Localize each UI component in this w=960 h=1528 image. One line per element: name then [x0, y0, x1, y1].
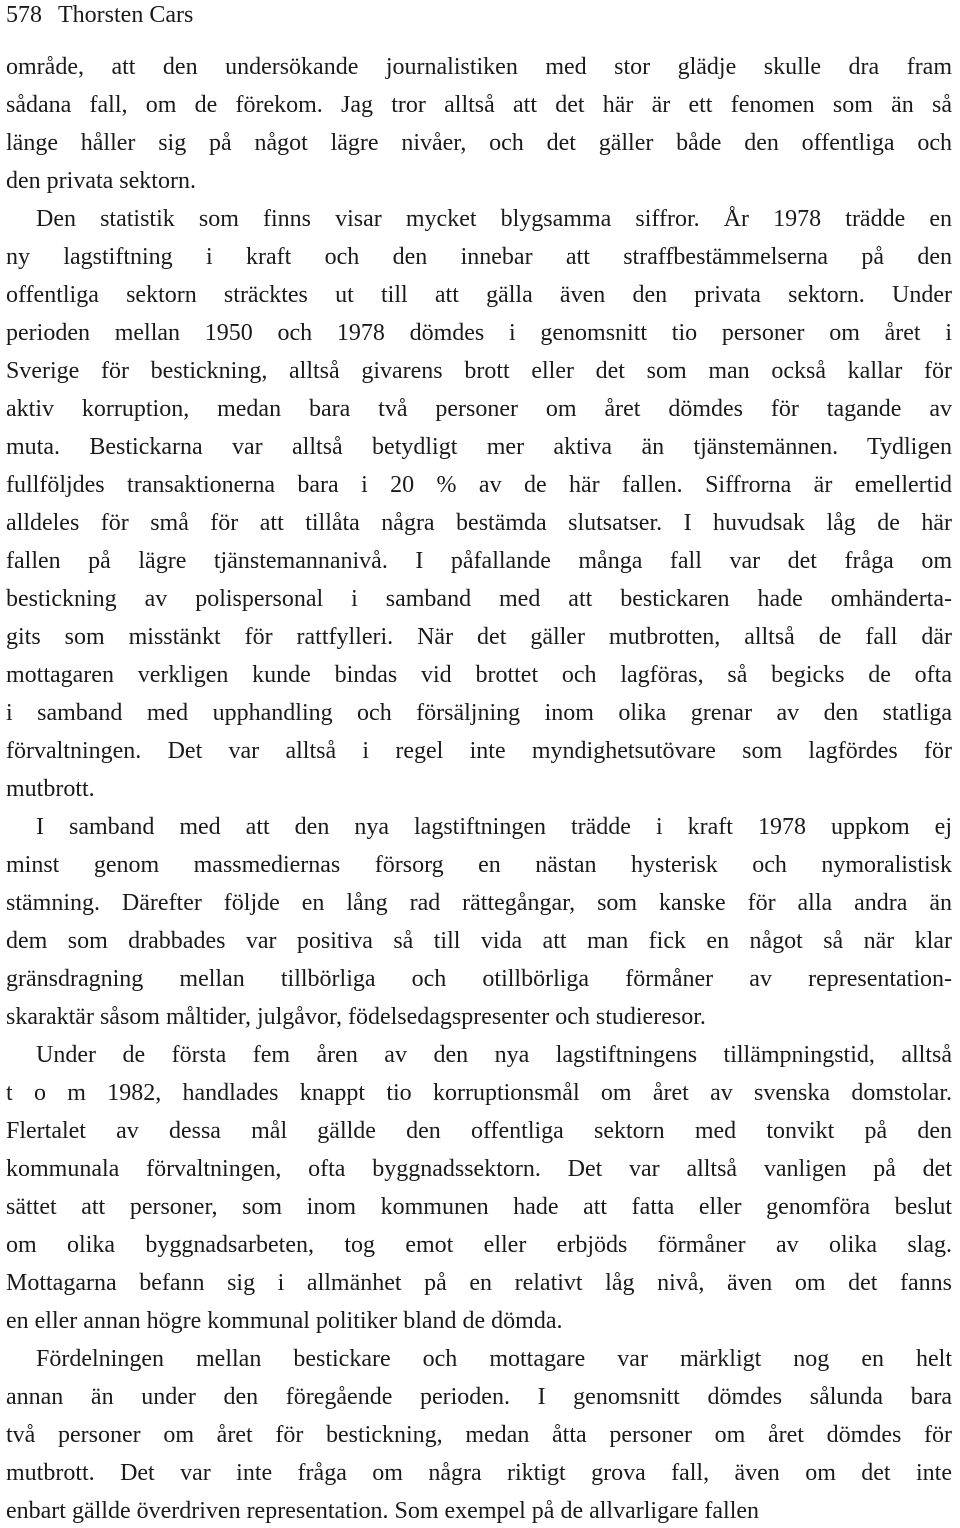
text-line: gränsdragning mellan tillbörliga och otillbörliga förmåner av representation-: [6, 966, 952, 992]
text-line: ny lagstiftning i kraft och den innebar att straffbestämmelserna på den: [6, 244, 952, 270]
text-line: den privata sektorn.: [6, 168, 196, 194]
text-line: mottagaren verkligen kunde bindas vid brottet och lagföras, så begicks de ofta: [6, 662, 952, 688]
text-line: om olika byggnadsarbeten, tog emot eller erbjöds förmåner av olika slag.: [6, 1232, 952, 1258]
text-line: fullföljdes transaktionerna bara i 20 % av de här fallen. Siffrorna är emellertid: [6, 472, 952, 498]
paragraph: [6, 808, 952, 1036]
paragraph: [6, 1036, 952, 1340]
paragraph: [6, 1340, 952, 1528]
text-line: Under de första fem åren av den nya lagstiftningens tillämpningstid, alltså: [36, 1042, 952, 1068]
text-line: dem som drabbades var positiva så till vida att man fick en något så när klar: [6, 928, 952, 954]
text-line: förvaltningen. Det var alltså i regel inte myndighetsutövare som lagfördes för: [6, 738, 952, 764]
text-line: Flertalet av dessa mål gällde den offentliga sektorn med tonvikt på den: [6, 1118, 952, 1144]
text-line: en eller annan högre kommunal politiker bland de dömda.: [6, 1308, 563, 1334]
text-line: Fördelningen mellan bestickare och mottagare var märkligt nog en helt: [36, 1346, 952, 1372]
text-line: stämning. Därefter följde en lång rad rättegångar, som kanske för alla andra än: [6, 890, 952, 916]
text-line: perioden mellan 1950 och 1978 dömdes i genomsnitt tio personer om året i: [6, 320, 952, 346]
text-line: mutbrott.: [6, 776, 95, 802]
text-line: offentliga sektorn sträcktes ut till att gälla även den privata sektorn. Under: [6, 282, 952, 308]
text-line: skaraktär såsom måltider, julgåvor, födelsedagspresenter och studieresor.: [6, 1004, 706, 1030]
text-line: två personer om året för bestickning, medan åtta personer om året dömdes för: [6, 1422, 952, 1448]
paragraph: [6, 200, 952, 808]
text-line: enbart gällde överdriven representation. Som exempel på de allvarligare fallen: [6, 1498, 760, 1524]
text-line: kommunala förvaltningen, ofta byggnadssektorn. Det var alltså vanligen på det: [6, 1156, 952, 1182]
text-line: Den statistik som finns visar mycket blygsamma siffror. År 1978 trädde en: [36, 206, 952, 232]
text-line: I samband med att den nya lagstiftningen trädde i kraft 1978 uppkom ej: [36, 814, 952, 840]
running-head-author: Thorsten Cars: [58, 2, 194, 28]
text-line: alldeles för små för att tillåta några bestämda slutsatser. I huvudsak låg de här: [6, 510, 952, 536]
running-header: [6, 0, 193, 30]
text-line: t o m 1982, handlades knappt tio korruptionsmål om året av svenska domstolar.: [6, 1080, 952, 1106]
text-line: länge håller sig på något lägre nivåer, och det gäller både den offentliga och: [6, 130, 952, 156]
text-line: Mottagarna befann sig i allmänhet på en relativt låg nivå, även om det fanns: [6, 1270, 952, 1296]
text-line: minst genom massmediernas försorg en nästan hysterisk och nymoralistisk: [6, 852, 952, 878]
text-line: annan än under den föregående perioden. I genomsnitt dömdes sålunda bara: [6, 1384, 952, 1410]
text-line: gits som misstänkt för rattfylleri. När det gäller mutbrotten, alltså de fall där: [6, 624, 952, 650]
text-line: muta. Bestickarna var alltså betydligt mer aktiva än tjänstemännen. Tydligen: [6, 434, 952, 460]
text-line: i samband med upphandling och försäljning inom olika grenar av den statliga: [6, 700, 952, 726]
text-line: Sverige för bestickning, alltså givarens brott eller det som man också kallar för: [6, 358, 952, 384]
text-line: fallen på lägre tjänstemannanivå. I påfallande många fall var det fråga om: [6, 548, 952, 574]
text-line: mutbrott. Det var inte fråga om några riktigt grova fall, även om det inte: [6, 1460, 952, 1486]
text-line: aktiv korruption, medan bara två personer om året dömdes för tagande av: [6, 396, 952, 422]
text-line: bestickning av polispersonal i samband med att bestickaren hade omhänderta-: [6, 586, 952, 612]
paragraph: [6, 48, 952, 200]
page-number: 578: [6, 2, 42, 28]
text-line: sådana fall, om de förekom. Jag tror alltså att det här är ett fenomen som än så: [6, 92, 952, 118]
document-page: [6, 0, 952, 1528]
body-text: [6, 48, 952, 1528]
text-line: område, att den undersökande journalistiken med stor glädje skulle dra fram: [6, 54, 952, 80]
text-line: sättet att personer, som inom kommunen hade att fatta eller genomföra beslut: [6, 1194, 952, 1220]
